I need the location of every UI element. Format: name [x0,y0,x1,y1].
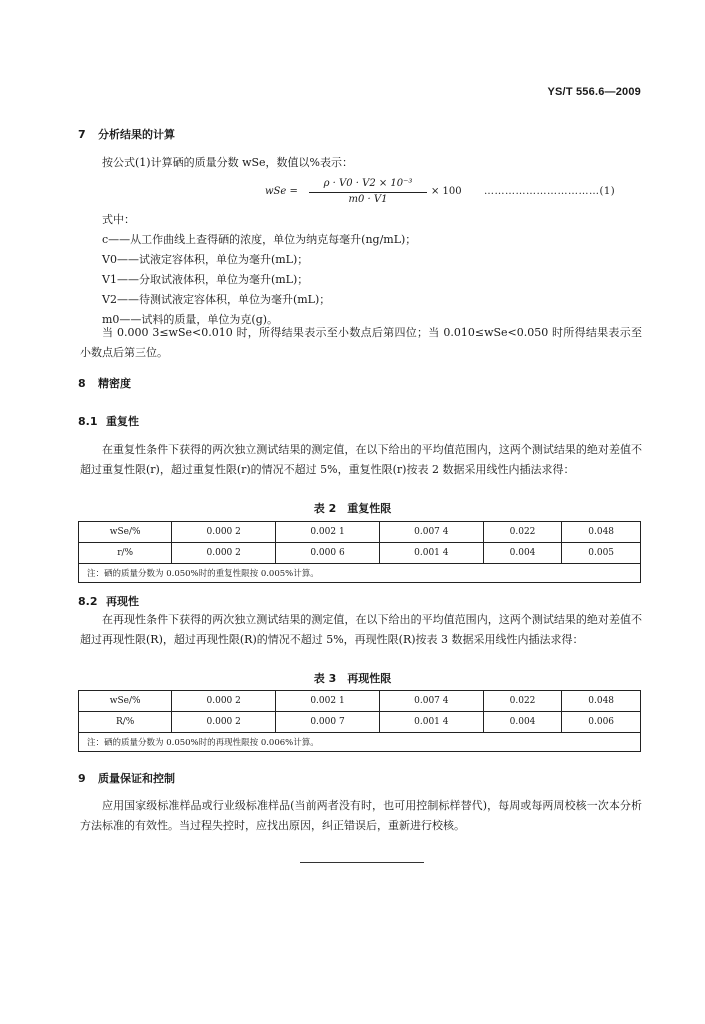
section-number: 8 [78,377,86,390]
table-row [79,691,641,712]
section-number: 7 [78,128,86,141]
table-cell: 0.048 [562,522,641,543]
section-number: 8.2 [78,595,98,608]
where-label: 式中： [102,213,135,226]
variable-v2: V2——待测试液定容体积，单位为毫升(mL)； [102,293,331,306]
section-number: 8.1 [78,415,98,428]
section-7-heading [78,126,175,142]
formula-lhs: wSe = [265,186,298,197]
table-cell: 0.007 4 [379,522,483,543]
table-cell: wSe/% [79,522,172,543]
table-note-row [79,564,641,583]
table-note: 注：硒的质量分数为 0.050%时的再现性限按 0.006%计算。 [79,733,641,752]
section-title: 再现性 [106,595,139,608]
table-cell: 0.005 [562,543,641,564]
variable-v0: V0——试液定容体积，单位为毫升(mL)； [102,253,309,266]
table-cell: 0.004 [483,712,562,733]
formula-multiplier: × 100 [431,186,462,197]
table-cell: 0.001 4 [379,712,483,733]
table-cell: 0.000 2 [172,712,276,733]
section-title: 质量保证和控制 [98,772,175,785]
table-cell: 0.022 [483,691,562,712]
section-number: 9 [78,772,86,785]
table-2-caption: 表 2 重复性限 [313,502,392,515]
document-code: YS/T 556.6—2009 [547,86,641,98]
table-cell: 0.002 1 [276,522,380,543]
repeatability-text: 在重复性条件下获得的两次独立测试结果的测定值，在以下给出的平均值范围内，这两个测试结果的绝对差值不超过重复性限(r)，超过重复性限(r)的情况不超过 5%，重复性限(r)按表 2 数据采用线性内插法求得： [80,443,642,476]
table-cell: 0.000 6 [276,543,380,564]
reproducibility-text: 在再现性条件下获得的两次独立测试结果的测定值，在以下给出的平均值范围内，这两个测试结果的绝对差值不超过再现性限(R)，超过再现性限(R)的情况不超过 5%，再现性限(R)按表 3 数据采用线性内插法求得： [80,613,642,646]
section-8-2-heading [78,593,139,609]
formula [245,176,495,210]
repeatability-table [78,521,641,583]
variable-v1: V1——分取试液体积，单位为毫升(mL)； [102,273,309,286]
table-cell: 0.048 [562,691,641,712]
variable-m0: m0——试料的质量，单位为克(g)。 [102,313,279,326]
table-row [79,712,641,733]
table-note-row [79,733,641,752]
table-cell: r/% [79,543,172,564]
formula-numerator: ρ · V0 · V2 × 10⁻³ [323,178,413,189]
table-cell: wSe/% [79,691,172,712]
table-cell: 0.000 2 [172,543,276,564]
formula-denominator: m0 · V1 [348,194,388,205]
table-cell: 0.002 1 [276,691,380,712]
table-cell: 0.007 4 [379,691,483,712]
table-cell: 0.000 2 [172,691,276,712]
table-cell: 0.001 4 [379,543,483,564]
table-cell: 0.004 [483,543,562,564]
table-row [79,543,641,564]
equation-reference: ……………………………(1) [484,186,616,197]
table-cell: R/% [79,712,172,733]
section-8-heading [78,375,131,391]
rounding-rule: 当 0.000 3≤wSe<0.010 时，所得结果表示至小数点后第四位；当 0.010≤wSe<0.050 时所得结果表示至小数点后第三位。 [80,326,642,359]
variable-c: c——从工作曲线上查得硒的浓度，单位为纳克每毫升(ng/mL)； [102,233,417,246]
formula-intro: 按公式(1)计算硒的质量分数 wSe，数值以%表示： [102,156,353,169]
fraction-bar [309,192,427,193]
section-title: 精密度 [98,377,131,390]
table-cell: 0.000 7 [276,712,380,733]
section-title: 分析结果的计算 [98,128,175,141]
section-title: 重复性 [106,415,139,428]
table-row [79,522,641,543]
section-9-heading [78,770,175,786]
table-note: 注：硒的质量分数为 0.050%时的重复性限按 0.005%计算。 [79,564,641,583]
table-cell: 0.006 [562,712,641,733]
table-3-caption: 表 3 再现性限 [313,672,392,685]
reproducibility-table [78,690,641,752]
quality-control-text: 应用国家级标准样品或行业级标准样品(当前两者没有时，也可用控制标样替代)，每周或每两周校核一次本分析方法标准的有效性。当过程失控时，应找出原因，纠正错误后，重新进行校核。 [80,799,642,832]
table-cell: 0.022 [483,522,562,543]
table-cell: 0.000 2 [172,522,276,543]
end-rule [300,862,424,863]
section-8-1-heading [78,413,139,429]
